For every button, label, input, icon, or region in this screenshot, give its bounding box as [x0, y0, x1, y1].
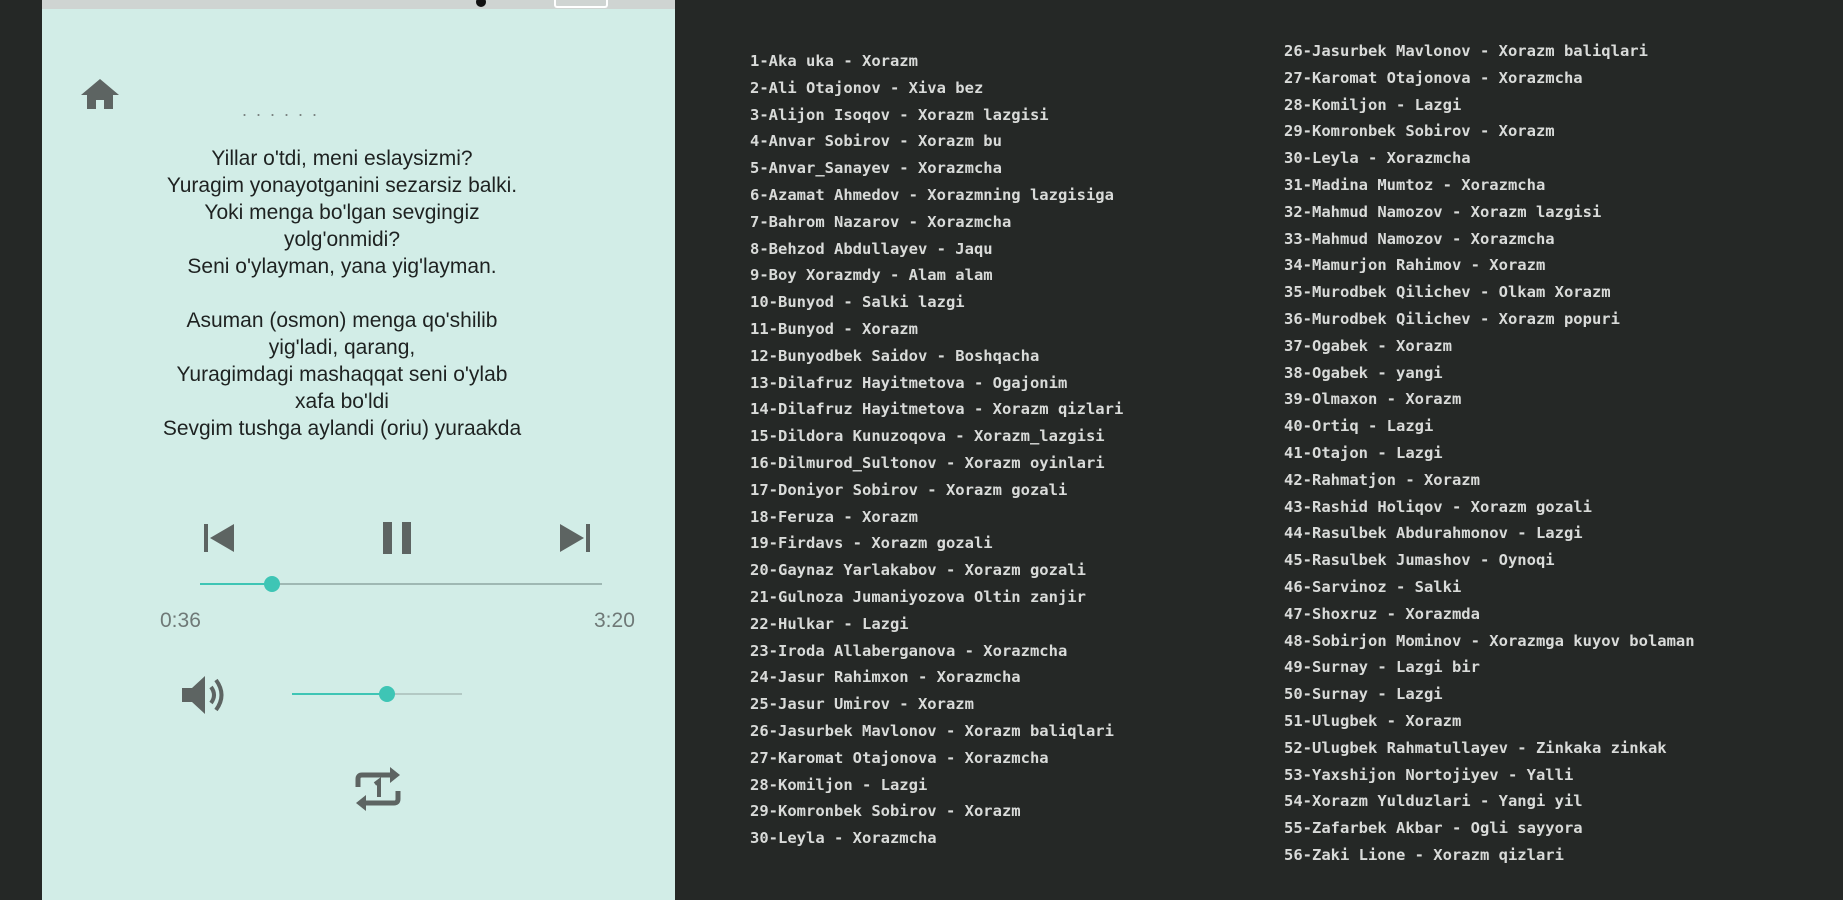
track-item[interactable]: 20-Gaynaz Yarlakabov - Xorazm gozali: [750, 561, 1086, 580]
home-button[interactable]: [78, 76, 122, 112]
track-item[interactable]: 14-Dilafruz Hayitmetova - Xorazm qizlari: [750, 400, 1124, 419]
track-item[interactable]: 21-Gulnoza Jumaniyozova Oltin zanjir: [750, 587, 1086, 606]
track-list-right: [1284, 38, 1695, 869]
track-item[interactable]: 3-Alijon Isoqov - Xorazm lazgisi: [750, 105, 1049, 124]
lyrics-text: Yillar o'tdi, meni eslaysizmi? Yuragim yonayotganini sezarsiz balki. Yoki menga bo'lgan sevgingiz yolg'onmidi? Seni o'ylayman, yana yig'layman. Asuman (osmon) menga qo'shilib yig'ladi, qarang, Yuragimdagi mashaqqat seni o'ylab xafa bo'ldi Sevgim tushga aylandi (oriu) yuraakda: [162, 147, 522, 440]
next-button[interactable]: [555, 520, 595, 556]
status-bar: [42, 0, 675, 9]
seek-bar[interactable]: [200, 583, 602, 585]
track-item[interactable]: 5-Anvar_Sanayev - Xorazmcha: [750, 159, 1002, 178]
track-item[interactable]: 12-Bunyodbek Saidov - Boshqacha: [750, 346, 1040, 365]
music-player-panel: [42, 0, 675, 900]
home-icon: [78, 76, 122, 112]
track-item[interactable]: 15-Dildora Kunuzoqova - Xorazm_lazgisi: [750, 427, 1105, 446]
track-item[interactable]: 40-Ortiq - Lazgi: [1284, 417, 1434, 436]
track-item[interactable]: 17-Doniyor Sobirov - Xorazm gozali: [750, 480, 1068, 499]
track-item[interactable]: 52-Ulugbek Rahmatullayev - Zinkaka zinkak: [1284, 738, 1667, 757]
pause-icon: [377, 518, 417, 558]
track-item[interactable]: 27-Karomat Otajonova - Xorazmcha: [1284, 68, 1583, 87]
seek-handle[interactable]: [264, 576, 280, 592]
track-item[interactable]: 31-Madina Mumtoz - Xorazmcha: [1284, 175, 1546, 194]
repeat-button[interactable]: [350, 763, 406, 815]
track-item[interactable]: 1-Aka uka - Xorazm: [750, 52, 918, 70]
track-item[interactable]: 28-Komiljon - Lazgi: [750, 775, 928, 794]
track-item[interactable]: 29-Komronbek Sobirov - Xorazm: [750, 802, 1021, 821]
track-item[interactable]: 2-Ali Otajonov - Xiva bez: [750, 78, 984, 97]
track-item[interactable]: 10-Bunyod - Salki lazgi: [750, 293, 965, 312]
total-time: 3:20: [594, 609, 635, 632]
repeat-one-icon: [350, 763, 406, 815]
status-indicator: [554, 0, 608, 8]
track-item[interactable]: 34-Mamurjon Rahimov - Xorazm: [1284, 256, 1546, 275]
previous-button[interactable]: [199, 520, 239, 556]
track-item[interactable]: 49-Surnay - Lazgi bir: [1284, 658, 1480, 677]
track-item[interactable]: 48-Sobirjon Mominov - Xorazmga kuyov bolaman: [1284, 631, 1695, 650]
track-item[interactable]: 19-Firdavs - Xorazm gozali: [750, 534, 993, 553]
track-item[interactable]: 47-Shoxruz - Xorazmda: [1284, 604, 1480, 623]
track-item[interactable]: 54-Xorazm Yulduzlari - Yangi yil: [1284, 792, 1583, 811]
track-item[interactable]: 18-Feruza - Xorazm: [750, 507, 918, 526]
camera-dot: [476, 0, 486, 7]
song-title: . . . . . .: [242, 100, 320, 120]
track-item[interactable]: 38-Ogabek - yangi: [1284, 363, 1443, 382]
track-item[interactable]: 16-Dilmurod_Sultonov - Xorazm oyinlari: [750, 453, 1105, 472]
track-item[interactable]: 23-Iroda Allaberganova - Xorazmcha: [750, 641, 1068, 660]
track-item[interactable]: 11-Bunyod - Xorazm: [750, 319, 918, 338]
track-item[interactable]: 29-Komronbek Sobirov - Xorazm: [1284, 122, 1555, 141]
volume-level: [292, 693, 387, 695]
volume-slider[interactable]: [292, 693, 462, 695]
track-item[interactable]: 50-Surnay - Lazgi: [1284, 685, 1443, 704]
track-item[interactable]: 35-Murodbek Qilichev - Olkam Xorazm: [1284, 283, 1611, 302]
track-item[interactable]: 13-Dilafruz Hayitmetova - Ogajonim: [750, 373, 1068, 392]
track-item[interactable]: 22-Hulkar - Lazgi: [750, 614, 909, 633]
volume-handle[interactable]: [379, 686, 395, 702]
track-item[interactable]: 53-Yaxshijon Nortojiyev - Yalli: [1284, 765, 1574, 784]
track-item[interactable]: 8-Behzod Abdullayev - Jaqu: [750, 239, 993, 258]
track-list-left: [750, 48, 1123, 852]
track-item[interactable]: 25-Jasur Umirov - Xorazm: [750, 695, 974, 714]
track-item[interactable]: 46-Sarvinoz - Salki: [1284, 577, 1462, 596]
track-item[interactable]: 43-Rashid Holiqov - Xorazm gozali: [1284, 497, 1592, 516]
pause-button[interactable]: [377, 518, 417, 558]
track-item[interactable]: 44-Rasulbek Abdurahmonov - Lazgi: [1284, 524, 1583, 543]
track-item[interactable]: 32-Mahmud Namozov - Xorazm lazgisi: [1284, 202, 1602, 221]
track-item[interactable]: 37-Ogabek - Xorazm: [1284, 336, 1452, 355]
track-item[interactable]: 30-Leyla - Xorazmcha: [1284, 149, 1471, 168]
track-item[interactable]: 9-Boy Xorazmdy - Alam alam: [750, 266, 993, 285]
volume-button[interactable]: [178, 671, 234, 719]
track-item[interactable]: 41-Otajon - Lazgi: [1284, 443, 1443, 462]
track-item[interactable]: 42-Rahmatjon - Xorazm: [1284, 470, 1480, 489]
seek-progress: [200, 583, 272, 585]
skip-previous-icon: [199, 520, 239, 556]
track-item[interactable]: 56-Zaki Lione - Xorazm qizlari: [1284, 845, 1564, 864]
track-item[interactable]: 36-Murodbek Qilichev - Xorazm popuri: [1284, 309, 1620, 328]
track-item[interactable]: 28-Komiljon - Lazgi: [1284, 95, 1462, 114]
track-item[interactable]: 6-Azamat Ahmedov - Xorazmning lazgisiga: [750, 185, 1114, 204]
track-item[interactable]: 30-Leyla - Xorazmcha: [750, 829, 937, 848]
track-item[interactable]: 33-Mahmud Namozov - Xorazmcha: [1284, 229, 1555, 248]
elapsed-time: 0:36: [160, 609, 201, 632]
track-item[interactable]: 4-Anvar Sobirov - Xorazm bu: [750, 132, 1002, 151]
track-item[interactable]: 39-Olmaxon - Xorazm: [1284, 390, 1462, 409]
track-item[interactable]: 26-Jasurbek Mavlonov - Xorazm baliqlari: [750, 721, 1114, 740]
skip-next-icon: [555, 520, 595, 556]
volume-up-icon: [178, 671, 234, 719]
track-item[interactable]: 55-Zafarbek Akbar - Ogli sayyora: [1284, 819, 1583, 838]
track-item[interactable]: 7-Bahrom Nazarov - Xorazmcha: [750, 212, 1012, 231]
track-item[interactable]: 27-Karomat Otajonova - Xorazmcha: [750, 748, 1049, 767]
track-item[interactable]: 51-Ulugbek - Xorazm: [1284, 711, 1462, 730]
track-item[interactable]: 24-Jasur Rahimxon - Xorazmcha: [750, 668, 1021, 687]
track-item[interactable]: 45-Rasulbek Jumashov - Oynoqi: [1284, 551, 1555, 570]
track-item[interactable]: 26-Jasurbek Mavlonov - Xorazm baliqlari: [1284, 42, 1648, 60]
